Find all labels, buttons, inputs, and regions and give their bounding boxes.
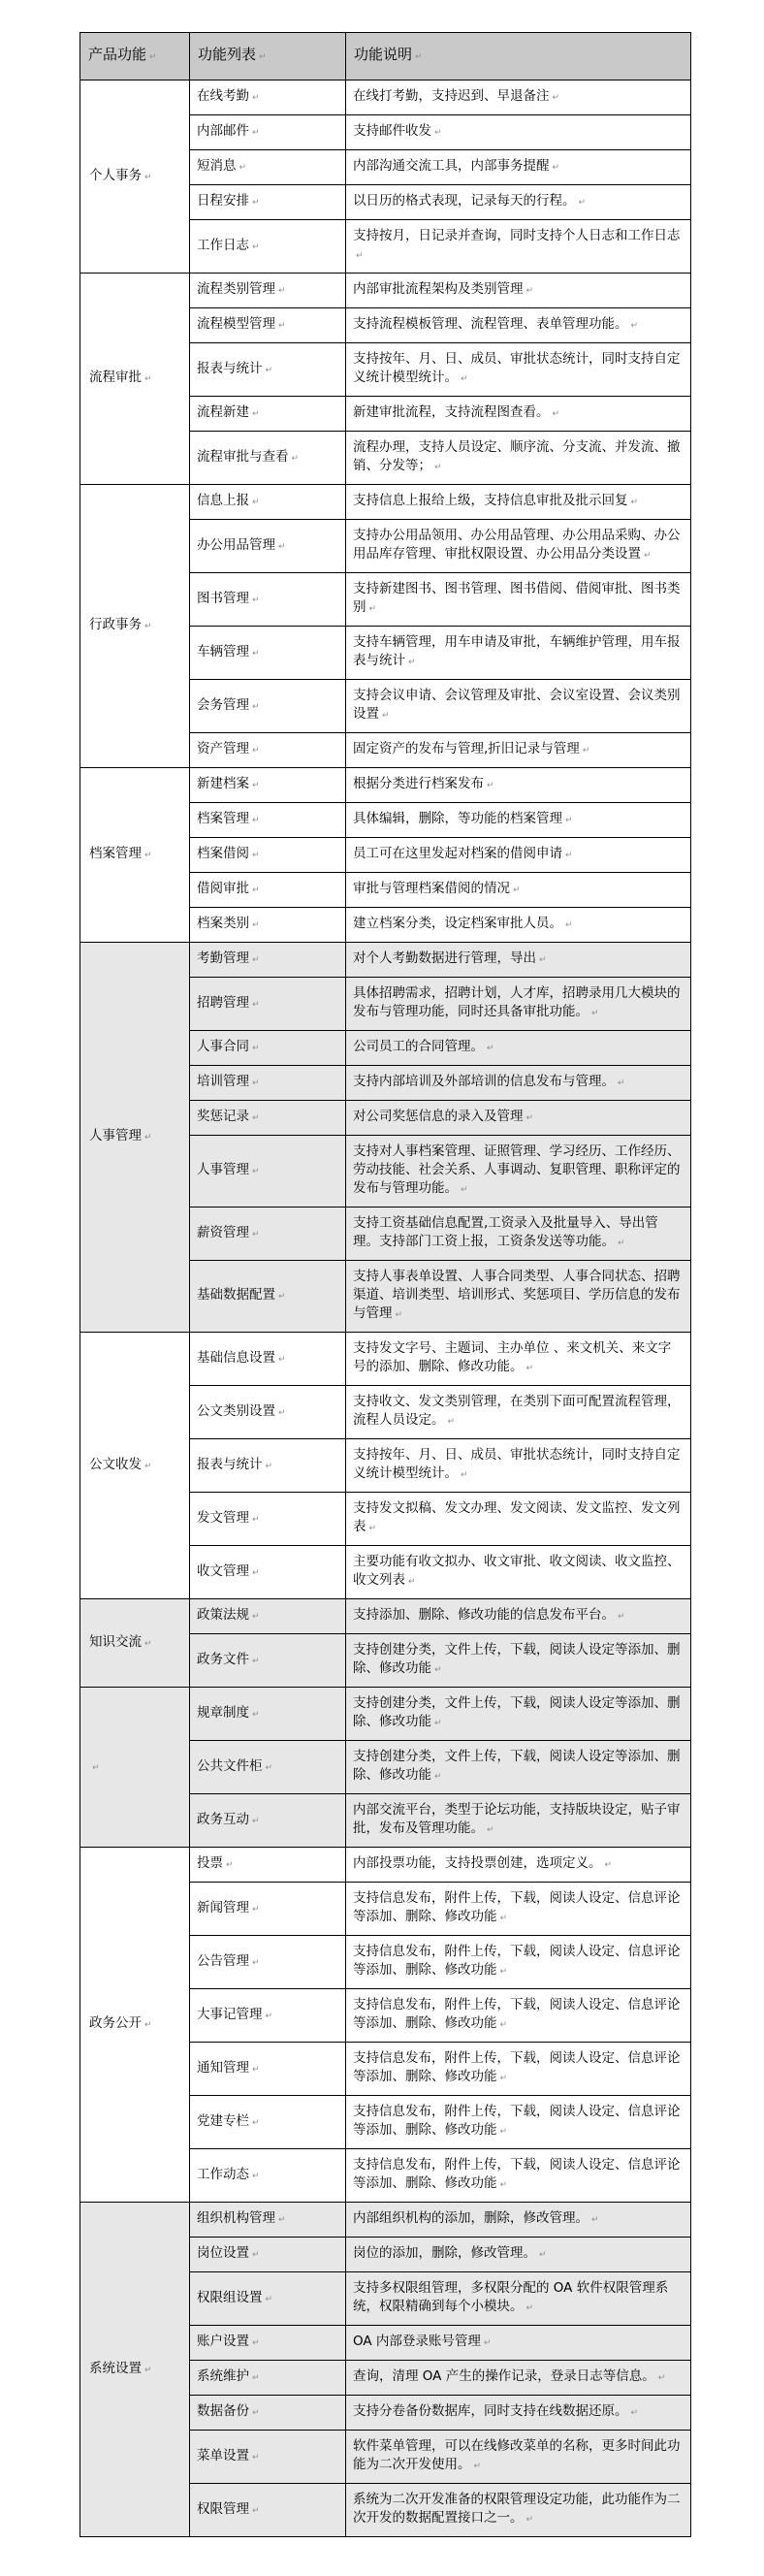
description-cell: 新建审批流程，支持流程图查看。 ↵: [346, 397, 691, 432]
feature-cell: 新闻管理 ↵: [190, 1883, 346, 1936]
description-cell: 支持邮件收发 ↵: [346, 115, 691, 150]
description-cell: 支持信息上报给上级，支持信息审批及批示回复 ↵: [346, 485, 691, 520]
feature-cell: 公文类别设置 ↵: [190, 1386, 346, 1439]
description-cell: 支持流程模板管理、流程管理、表单管理功能。 ↵: [346, 308, 691, 343]
feature-cell: 借阅审批 ↵: [190, 873, 346, 908]
feature-cell: 会务管理 ↵: [190, 680, 346, 733]
description-cell: 具体编辑，删除，等功能的档案管理 ↵: [346, 803, 691, 838]
feature-cell: 政策法规 ↵: [190, 1599, 346, 1634]
feature-cell: 账户设置 ↵: [190, 2326, 346, 2361]
feature-cell: 档案管理 ↵: [190, 803, 346, 838]
feature-cell: 奖惩记录 ↵: [190, 1101, 346, 1136]
feature-cell: 系统维护 ↵: [190, 2361, 346, 2396]
feature-cell: 日程安排 ↵: [190, 185, 346, 220]
feature-cell: 流程类别管理 ↵: [190, 274, 346, 308]
description-cell: 支持信息发布，附件上传，下载，阅读人设定、信息评论等添加、删除、修改功能 ↵: [346, 2149, 691, 2203]
feature-cell: 招聘管理 ↵: [190, 978, 346, 1031]
description-cell: 支持创建分类，文件上传，下载，阅读人设定等添加、删除、修改功能 ↵: [346, 1688, 691, 1741]
description-cell: 支持人事表单设置、人事合同类型、人事合同状态、招聘渠道、培训类型、培训形式、奖惩项目、学历信息的发布与管理 ↵: [346, 1261, 691, 1333]
feature-cell: 收文管理 ↵: [190, 1546, 346, 1599]
feature-cell: 通知管理 ↵: [190, 2043, 346, 2096]
category-cell: 个人事务 ↵: [80, 80, 190, 274]
feature-cell: 规章制度 ↵: [190, 1688, 346, 1741]
description-cell: 支持工资基础信息配置,工资录入及批量导入、导出管理。支持部门工资上报，工资条发送等功能。 ↵: [346, 1208, 691, 1261]
feature-cell: 车辆管理 ↵: [190, 627, 346, 680]
feature-cell: 图书管理 ↵: [190, 573, 346, 627]
feature-cell: 基础信息设置 ↵: [190, 1333, 346, 1386]
header-row: [80, 33, 691, 80]
description-cell: 支持按年、月、日、成员、审批状态统计，同时支持自定义统计模型统计。 ↵: [346, 1439, 691, 1493]
description-cell: 审批与管理档案借阅的情况 ↵: [346, 873, 691, 908]
feature-cell: 报表与统计 ↵: [190, 343, 346, 397]
description-cell: 支持按年、月、日、成员、审批状态统计，同时支持自定义统计模型统计。 ↵: [346, 343, 691, 397]
table-row: [80, 1848, 691, 1883]
description-cell: 支持车辆管理，用车申请及审批，车辆维护管理，用车报表与统计 ↵: [346, 627, 691, 680]
feature-cell: 数据备份 ↵: [190, 2396, 346, 2431]
table-body: [80, 80, 691, 2537]
column-header-product-function: 产品功能 ↵: [80, 33, 190, 80]
description-cell: 公司员工的合同管理。 ↵: [346, 1031, 691, 1066]
feature-cell: 公共文件柜 ↵: [190, 1741, 346, 1794]
description-cell: 支持按月，日记录并查询，同时支持个人日志和工作日志 ↵: [346, 220, 691, 274]
feature-cell: 薪资管理 ↵: [190, 1208, 346, 1261]
description-cell: 支持信息发布，附件上传，下载，阅读人设定、信息评论等添加、删除、修改功能 ↵: [346, 1989, 691, 2043]
feature-cell: 培训管理 ↵: [190, 1066, 346, 1101]
description-cell: 岗位的添加，删除，修改管理。 ↵: [346, 2238, 691, 2272]
table-row: [80, 1599, 691, 1634]
feature-cell: 考勤管理 ↵: [190, 943, 346, 978]
description-cell: 建立档案分类，设定档案审批人员。 ↵: [346, 908, 691, 943]
feature-cell: 权限组设置 ↵: [190, 2272, 346, 2326]
description-cell: 支持内部培训及外部培训的信息发布与管理。 ↵: [346, 1066, 691, 1101]
description-cell: 系统为二次开发准备的权限管理设定功能，此功能作为二次开发的数据配置接口之一。 ↵: [346, 2484, 691, 2537]
feature-cell: 基础数据配置 ↵: [190, 1261, 346, 1333]
description-cell: 支持添加、删除、修改功能的信息发布平台。 ↵: [346, 1599, 691, 1634]
feature-cell: 档案类别 ↵: [190, 908, 346, 943]
feature-cell: 内部邮件 ↵: [190, 115, 346, 150]
feature-cell: 组织机构管理 ↵: [190, 2203, 346, 2238]
product-features-table: [80, 32, 691, 2537]
feature-cell: 政务文件 ↵: [190, 1634, 346, 1688]
feature-cell: 短消息 ↵: [190, 150, 346, 185]
description-cell: 支持多权限组管理，多权限分配的 OA 软件权限管理系统，权限精确到每个小模块。 ↵: [346, 2272, 691, 2326]
feature-cell: 资产管理 ↵: [190, 733, 346, 768]
feature-cell: 人事管理 ↵: [190, 1136, 346, 1208]
feature-cell: 党建专栏 ↵: [190, 2096, 346, 2149]
feature-cell: 档案借阅 ↵: [190, 838, 346, 873]
category-cell: 公文收发 ↵: [80, 1333, 190, 1599]
description-cell: 内部审批流程架构及类别管理 ↵: [346, 274, 691, 308]
table-row: [80, 1333, 691, 1386]
feature-cell: 在线考勤 ↵: [190, 80, 346, 115]
table-row: [80, 768, 691, 803]
category-cell: 档案管理 ↵: [80, 768, 190, 943]
description-cell: 内部沟通交流工具，内部事务提醒 ↵: [346, 150, 691, 185]
description-cell: 支持创建分类，文件上传，下载，阅读人设定等添加、删除、修改功能 ↵: [346, 1634, 691, 1688]
description-cell: 内部交流平台，类型于论坛功能，支持版块设定，贴子审批，发布及管理功能。 ↵: [346, 1794, 691, 1848]
description-cell: 查询，清理 OA 产生的操作记录，登录日志等信息。 ↵: [346, 2361, 691, 2396]
description-cell: 内部投票功能，支持投票创建，选项定义。 ↵: [346, 1848, 691, 1883]
description-cell: 支持新建图书、图书管理、图书借阅、借阅审批、图书类别 ↵: [346, 573, 691, 627]
feature-cell: 菜单设置 ↵: [190, 2431, 346, 2484]
description-cell: 软件菜单管理，可以在线修改菜单的名称，更多时间此功能为二次开发使用。 ↵: [346, 2431, 691, 2484]
description-cell: 流程办理，支持人员设定、顺序流、分支流、并发流、撤销、分发等； ↵: [346, 432, 691, 485]
feature-cell: 岗位设置 ↵: [190, 2238, 346, 2272]
feature-cell: 公告管理 ↵: [190, 1936, 346, 1989]
category-cell: 人事管理 ↵: [80, 943, 190, 1333]
feature-cell: 新建档案 ↵: [190, 768, 346, 803]
column-header-feature-description: 功能说明 ↵: [346, 33, 691, 80]
feature-cell: 流程新建 ↵: [190, 397, 346, 432]
description-cell: 员工可在这里发起对档案的借阅申请 ↵: [346, 838, 691, 873]
description-cell: 支持信息发布，附件上传，下载，阅读人设定、信息评论等添加、删除、修改功能 ↵: [346, 2096, 691, 2149]
description-cell: 支持发文拟稿、发文办理、发文阅读、发文监控、发文列表 ↵: [346, 1493, 691, 1546]
table-header: [80, 33, 691, 80]
feature-cell: 投票 ↵: [190, 1848, 346, 1883]
description-cell: 支持会议申请、会议管理及审批、会议室设置、会议类别设置 ↵: [346, 680, 691, 733]
feature-cell: 办公用品管理 ↵: [190, 520, 346, 573]
feature-cell: 政务互动 ↵: [190, 1794, 346, 1848]
description-cell: 支持分卷备份数据库，同时支持在线数据还原。 ↵: [346, 2396, 691, 2431]
description-cell: 对公司奖惩信息的录入及管理 ↵: [346, 1101, 691, 1136]
feature-cell: 人事合同 ↵: [190, 1031, 346, 1066]
feature-cell: 报表与统计 ↵: [190, 1439, 346, 1493]
description-cell: 具体招聘需求，招聘计划，人才库，招聘录用几大模块的发布与管理功能，同时还具备审批功能。 ↵: [346, 978, 691, 1031]
feature-cell: 权限管理 ↵: [190, 2484, 346, 2537]
feature-cell: 工作动态 ↵: [190, 2149, 346, 2203]
feature-cell: 大事记管理 ↵: [190, 1989, 346, 2043]
table-row: [80, 485, 691, 520]
feature-cell: 流程模型管理 ↵: [190, 308, 346, 343]
description-cell: 支持发文字号、主题词、主办单位 、来文机关、来文字号的添加、删除、修改功能。 ↵: [346, 1333, 691, 1386]
category-cell: [80, 1688, 190, 1848]
description-cell: 对个人考勤数据进行管理，导出 ↵: [346, 943, 691, 978]
feature-cell: 信息上报 ↵: [190, 485, 346, 520]
description-cell: 主要功能有收文拟办、收文审批、收文阅读、收文监控、收文列表 ↵: [346, 1546, 691, 1599]
description-cell: 支持办公用品领用、办公用品管理、办公用品采购、办公用品库存管理、审批权限设置、办公用品分类设置 ↵: [346, 520, 691, 573]
description-cell: 根据分类进行档案发布 ↵: [346, 768, 691, 803]
description-cell: 支持收文、发文类别管理，在类别下面可配置流程管理，流程人员设定。 ↵: [346, 1386, 691, 1439]
table-row: [80, 2203, 691, 2238]
category-cell: 行政事务 ↵: [80, 485, 190, 768]
category-cell: 政务公开 ↵: [80, 1848, 190, 2203]
column-header-feature-list: 功能列表 ↵: [190, 33, 346, 80]
description-cell: OA 内部登录账号管理 ↵: [346, 2326, 691, 2361]
description-cell: 支持信息发布，附件上传，下载，阅读人设定、信息评论等添加、删除、修改功能 ↵: [346, 1883, 691, 1936]
category-cell: 系统设置 ↵: [80, 2203, 190, 2537]
table-row: [80, 1688, 691, 1741]
description-cell: 支持信息发布，附件上传，下载，阅读人设定、信息评论等添加、删除、修改功能 ↵: [346, 1936, 691, 1989]
description-cell: 在线打考勤，支持迟到、早退备注 ↵: [346, 80, 691, 115]
feature-cell: 工作日志 ↵: [190, 220, 346, 274]
category-cell: 流程审批 ↵: [80, 274, 190, 485]
description-cell: 支持创建分类，文件上传，下载，阅读人设定等添加、删除、修改功能 ↵: [346, 1741, 691, 1794]
category-cell: 知识交流 ↵: [80, 1599, 190, 1688]
description-cell: 以日历的格式表现，记录每天的行程。 ↵: [346, 185, 691, 220]
table-row: [80, 80, 691, 115]
table-row: [80, 274, 691, 308]
table-row: [80, 943, 691, 978]
feature-cell: 流程审批与查看 ↵: [190, 432, 346, 485]
description-cell: 支持对人事档案管理、证照管理、学习经历、工作经历、劳动技能、社会关系、人事调动、复职管理、职称评定的发布与管理功能。 ↵: [346, 1136, 691, 1208]
description-cell: 内部组织机构的添加，删除，修改管理。 ↵: [346, 2203, 691, 2238]
description-cell: 支持信息发布，附件上传，下载，阅读人设定、信息评论等添加、删除、修改功能 ↵: [346, 2043, 691, 2096]
feature-cell: 发文管理 ↵: [190, 1493, 346, 1546]
description-cell: 固定资产的发布与管理,折旧记录与管理 ↵: [346, 733, 691, 768]
